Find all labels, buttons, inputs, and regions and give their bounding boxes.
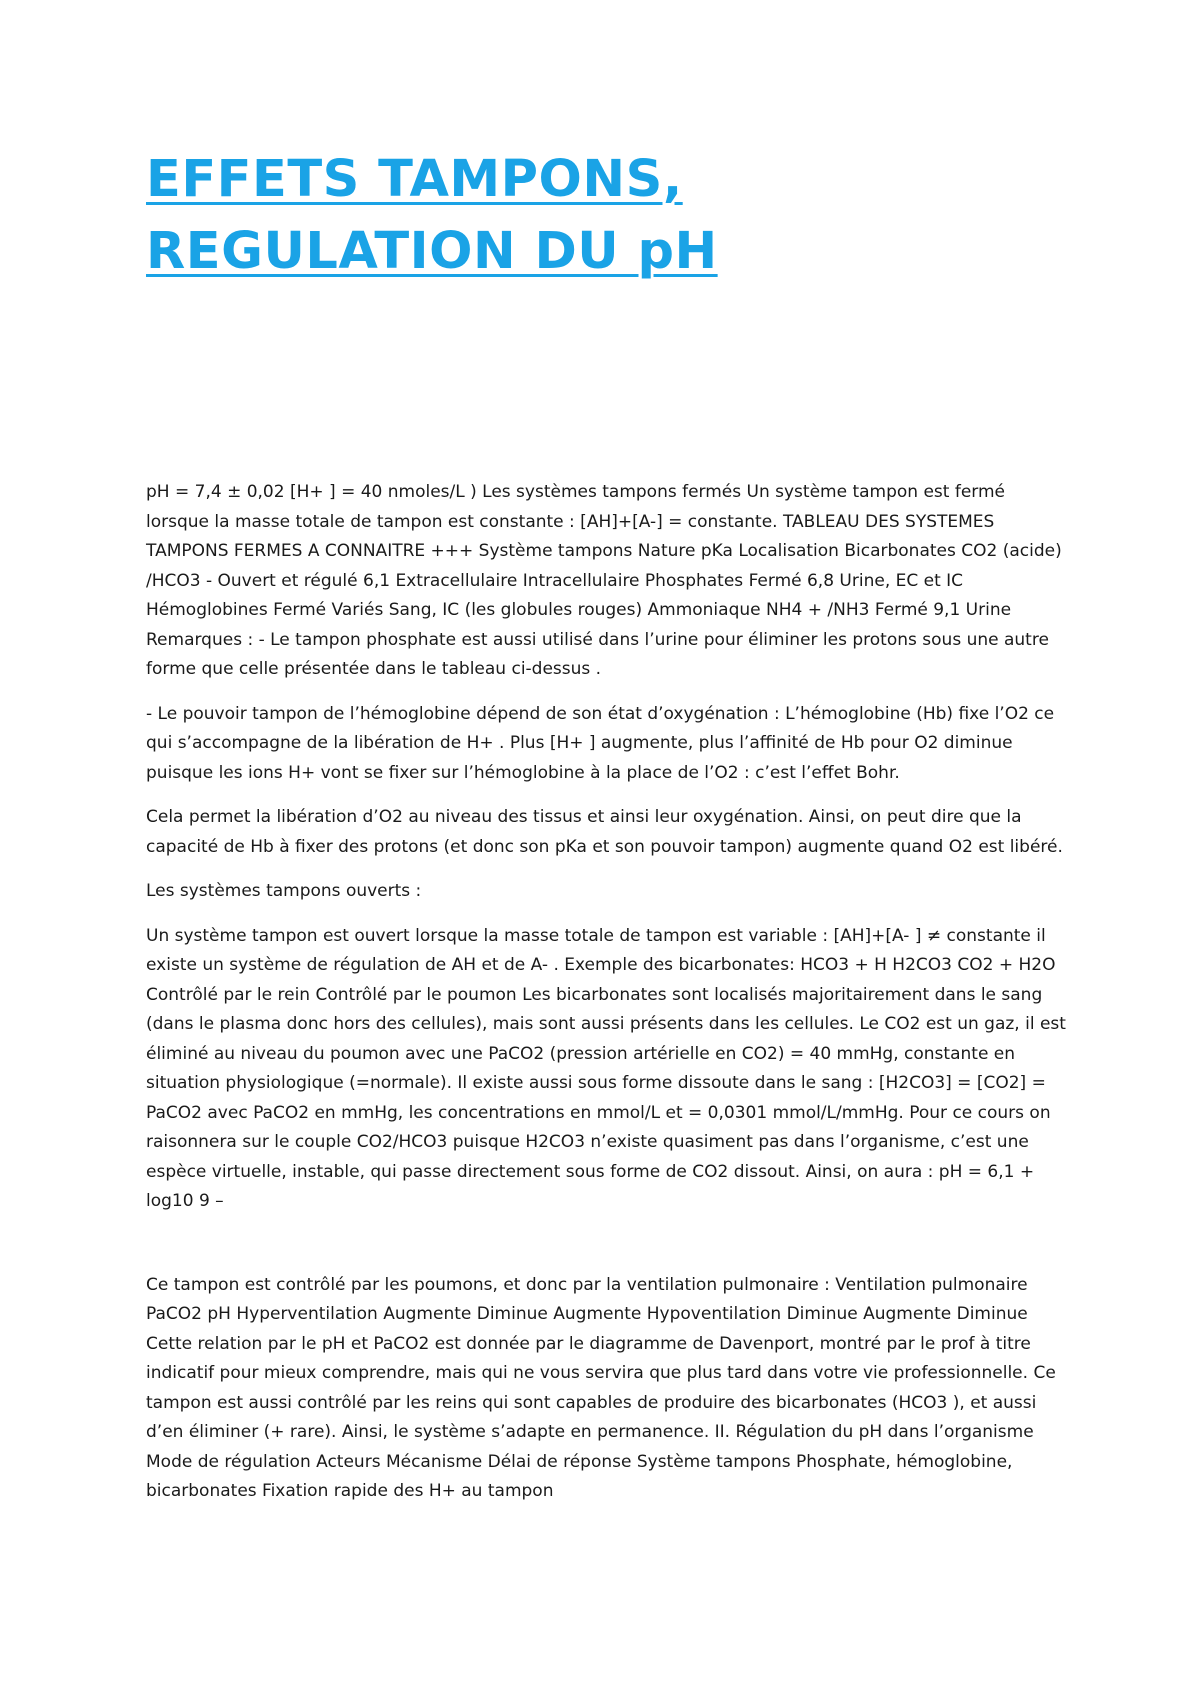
paragraph-ventilation: Ce tampon est contrôlé par les poumons, et donc par la ventilation pulmonaire : Ventilation pulmonaire PaCO2 pH Hyperventilation Augmente Diminue Augmente Hypoventilation Diminue Augmente Diminue Cette relation par le pH et PaCO2 est donnée par le diagramme de Davenport, montré par le prof à titre indicatif pour mieux comprendre, mais qui ne vous servira que plus tard dans votre vie professionnelle. Ce tampon est aussi contrôlé par les reins qui sont capables de produire des bicarbonates (HCO3 ), et aussi d’en éliminer (+ rare). Ainsi, le système s’adapte en permanence. II. Régulation du pH dans l’organisme Mode de régulation Acteurs Mécanisme Délai de réponse Système tampons Phosphate, hémoglobine, bicarbonates Fixation rapide des H+ au tampon bbox=[146, 1274, 1056, 1501]
paragraph-hemoglobin-buffer: - Le pouvoir tampon de l’hémoglobine dépend de son état d’oxygénation : L’hémoglobine (Hb) fixe l’O2 ce qui s’accompagne de la libération de H+ . Plus [H+ ] augmente, plus l’affinité de Hb pour O2 diminue puisque les ions H+ vont se fixer sur l’hémoglobine à la place de l’O2 : c’est l’effet Bohr. bbox=[146, 703, 1055, 783]
paragraph-open-buffers: Un système tampon est ouvert lorsque la masse totale de tampon est variable : [AH]+[A- ] ≠ constante il existe un système de régulation de AH et de A- . Exemple des bicarbonates: HCO3 + H H2CO3 CO2 + H2O Contrôlé par le rein Contrôlé par le poumon Les bicarbonates sont localisés majoritairement dans le sang (dans le plasma donc hors des cellules), mais sont aussi présents dans les cellules. Le CO2 est un gaz, il est éliminé au niveau du poumon avec une PaCO2 (pression artérielle en CO2) = 40 mmHg, constante en situation physiologique (=normale). Il existe aussi sous forme dissoute dans le sang : [H2CO3] = [CO2] = PaCO2 avec PaCO2 en mmHg, les concentrations en mmol/L et = 0,0301 mmol/L/mmHg. Pour ce cours on raisonnera sur le couple CO2/HCO3 puisque H2CO3 n’existe quasiment pas dans l’organisme, c’est une espèce virtuelle, instable, qui passe directement sous forme de CO2 dissout. Ainsi, on aura : pH = 6,1 + log10 9 – bbox=[146, 925, 1066, 1211]
paragraph-ph-closed-buffers: pH = 7,4 ± 0,02 [H+ ] = 40 nmoles/L ) Les systèmes tampons fermés Un système tampon est fermé lorsque la masse totale de tampon est constante : [AH]+[A-] = constante. TABLEAU DES SYSTEMES TAMPONS FERMES A CONNAITRE +++ Système tampons Nature pKa Localisation Bicarbonates CO2 (acide) /HCO3 - Ouvert et régulé 6,1 Extracellulaire Intracellulaire Phosphates Fermé 6,8 Urine, EC et IC Hémoglobines Fermé Variés Sang, IC (les globules rouges) Ammoniaque NH4 + /NH3 Fermé 9,1 Urine Remarques : - Le tampon phosphate est aussi utilisé dans l’urine pour éliminer les protons sous une autre forme que celle présentée dans le tableau ci-dessus . bbox=[146, 482, 1062, 679]
title-line-2: REGULATION DU pH bbox=[146, 222, 718, 281]
document-body bbox=[146, 478, 1066, 1522]
paragraph-open-buffers-heading: Les systèmes tampons ouverts : bbox=[146, 881, 422, 901]
document-title bbox=[146, 144, 1046, 288]
paragraph-o2-release: Cela permet la libération d’O2 au niveau des tissus et ainsi leur oxygénation. Ainsi, on peut dire que la capacité de Hb à fixer des protons (et donc son pKa et son pouvoir tampon) augmente quand O2 est libéré. bbox=[146, 807, 1063, 857]
title-line-1: EFFETS TAMPONS, bbox=[146, 150, 683, 209]
